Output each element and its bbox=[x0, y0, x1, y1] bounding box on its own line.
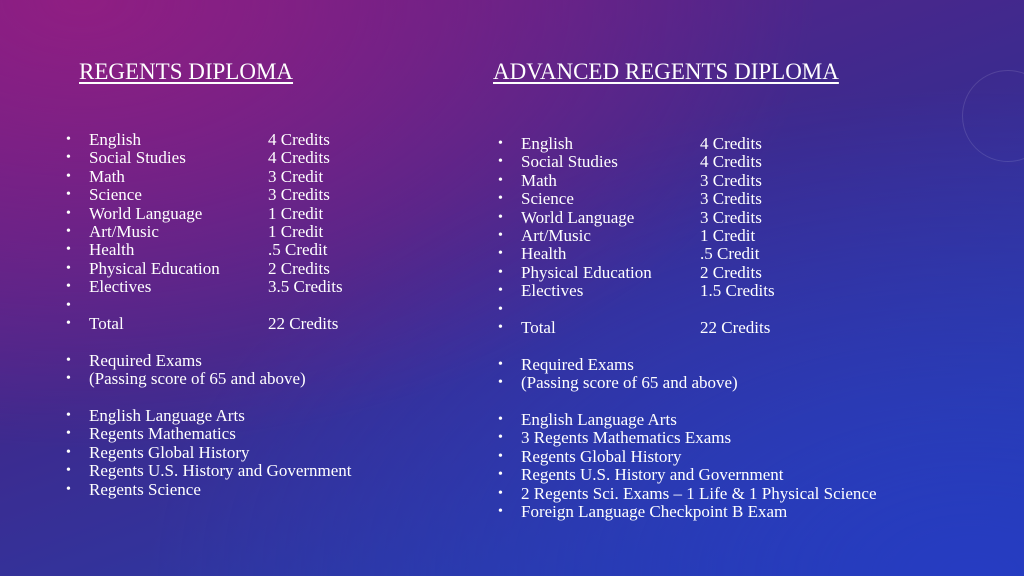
required-exams-label: • Required Exams bbox=[60, 352, 460, 370]
exam-item: • 3 Regents Mathematics Exams bbox=[492, 429, 1012, 447]
advanced-exam-header bbox=[492, 356, 1012, 393]
course-item: • Art/Music 1 Credit bbox=[492, 227, 1012, 245]
course-item: • Physical Education 2 Credits bbox=[492, 264, 1012, 282]
required-exams-label: • Required Exams bbox=[492, 356, 1012, 374]
empty-item bbox=[492, 301, 1012, 319]
course-item: • Social Studies 4 Credits bbox=[492, 153, 1012, 171]
passing-score-note: • (Passing score of 65 and above) bbox=[492, 374, 1012, 392]
empty-item bbox=[60, 297, 460, 315]
course-item: • Science 3 Credits bbox=[60, 186, 460, 204]
exam-item: • Regents Mathematics bbox=[60, 425, 460, 443]
regents-course-list bbox=[60, 131, 460, 333]
course-item: • Art/Music 1 Credit bbox=[60, 223, 460, 241]
course-item: • Physical Education 2 Credits bbox=[60, 260, 460, 278]
total-item: • Total 22 Credits bbox=[492, 319, 1012, 337]
course-item: • Electives 1.5 Credits bbox=[492, 282, 1012, 300]
exam-item: • Regents Global History bbox=[492, 448, 1012, 466]
exam-item: • Regents Global History bbox=[60, 444, 460, 462]
exam-item: • Regents U.S. History and Government bbox=[492, 466, 1012, 484]
advanced-course-list bbox=[492, 135, 1012, 337]
advanced-regents-diploma-heading: ADVANCED REGENTS DIPLOMA bbox=[493, 59, 839, 84]
advanced-exam-list bbox=[492, 411, 1012, 521]
course-item: • Electives 3.5 Credits bbox=[60, 278, 460, 296]
exam-item: • Regents Science bbox=[60, 481, 460, 499]
total-item: • Total 22 Credits bbox=[60, 315, 460, 333]
course-item: • Science 3 Credits bbox=[492, 190, 1012, 208]
course-item: • Health .5 Credit bbox=[492, 245, 1012, 263]
course-item: • Social Studies 4 Credits bbox=[60, 149, 460, 167]
course-item: • English 4 Credits bbox=[60, 131, 460, 149]
regents-exam-header bbox=[60, 352, 460, 389]
exam-item: • English Language Arts bbox=[60, 407, 460, 425]
course-item: • Health .5 Credit bbox=[60, 241, 460, 259]
course-item: • Math 3 Credit bbox=[60, 168, 460, 186]
course-item: • Math 3 Credits bbox=[492, 172, 1012, 190]
exam-item: • English Language Arts bbox=[492, 411, 1012, 429]
course-item: • World Language 3 Credits bbox=[492, 209, 1012, 227]
exam-item: • 2 Regents Sci. Exams – 1 Life & 1 Physical Science bbox=[492, 485, 1012, 503]
exam-item: • Foreign Language Checkpoint B Exam bbox=[492, 503, 1012, 521]
course-item: • English 4 Credits bbox=[492, 135, 1012, 153]
regents-exam-list bbox=[60, 407, 460, 499]
regents-diploma-heading: REGENTS DIPLOMA bbox=[79, 59, 294, 84]
passing-score-note: • (Passing score of 65 and above) bbox=[60, 370, 460, 388]
exam-item: • Regents U.S. History and Government bbox=[60, 462, 460, 480]
course-item: • World Language 1 Credit bbox=[60, 205, 460, 223]
